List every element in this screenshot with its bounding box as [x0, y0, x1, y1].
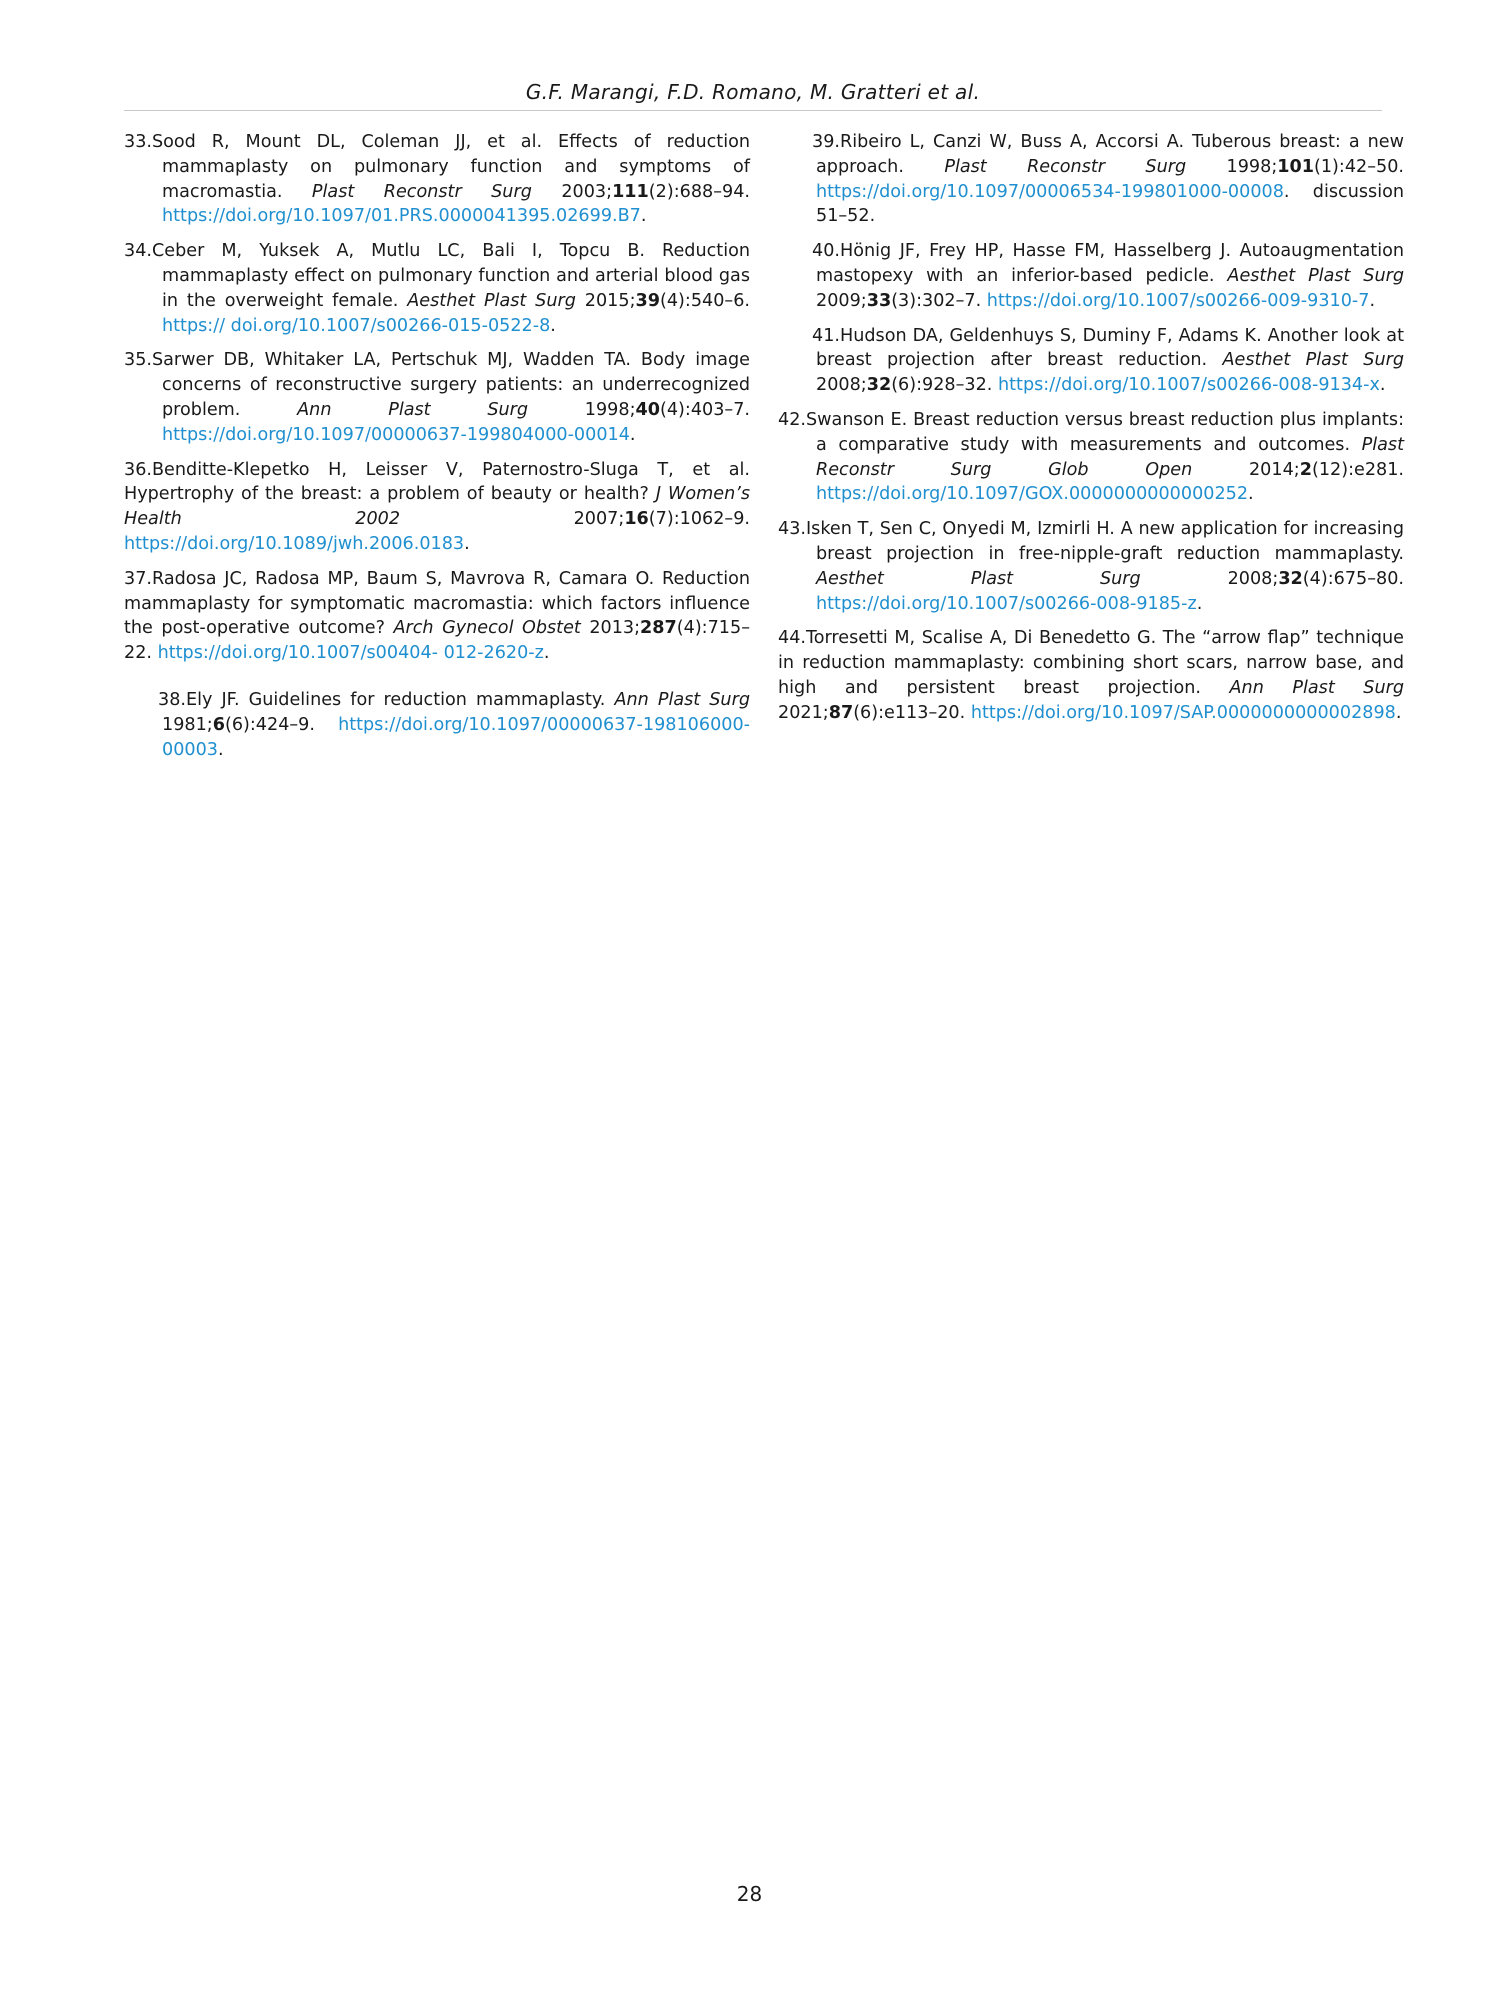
reference-year: 2014;: [1192, 459, 1300, 480]
reference-number: 40.: [812, 241, 840, 262]
reference-end: .: [1379, 375, 1386, 396]
reference-citation: Hönig JF, Frey HP, Hasse FM, Hasselberg J. Autoaugmentation mastopexy with an inferior-based pedicle.: [816, 241, 1404, 286]
reference-number: 35.: [124, 350, 152, 371]
reference-citation: Sood R, Mount DL, Coleman JJ, et al. Effects of reduction mammaplasty on pulmonary function and symptoms of macromastia.: [151, 132, 750, 202]
reference-item: [778, 324, 1404, 398]
reference-doi-link[interactable]: https://doi.org/10.1097/00000637-199804000-00014: [162, 424, 630, 445]
reference-doi-link[interactable]: https://doi.org/10.1007/s00266-008-9134-x: [998, 375, 1380, 396]
reference-year: 2008;: [816, 375, 867, 396]
header-divider: [124, 110, 1382, 111]
reference-end: .: [629, 424, 636, 445]
reference-journal: Aesthet Plast Surg: [407, 290, 576, 311]
reference-doi-link[interactable]: https://doi.org/10.1097/GOX.0000000000000252: [816, 484, 1249, 505]
reference-pages: (4):403–7.: [659, 399, 750, 420]
reference-volume: 101: [1277, 156, 1314, 177]
reference-citation: Ceber M, Yuksek A, Mutlu LC, Bali I, Topcu B. Reduction mammaplasty effect on pulmonary function and arterial blood gas in the overweight female.: [151, 241, 750, 311]
reference-end: .: [1196, 593, 1203, 614]
reference-citation: Sarwer DB, Whitaker LA, Pertschuk MJ, Wadden TA. Body image concerns of reconstructive surgery patients: an underrecognized problem.: [151, 350, 750, 420]
reference-number: 42.: [778, 409, 806, 430]
reference-pages: (4):540–6.: [659, 290, 750, 311]
reference-volume: 40: [635, 399, 660, 420]
reference-journal: Plast Reconstr Surg: [944, 156, 1187, 177]
reference-item: [778, 130, 1404, 229]
reference-citation: Torresetti M, Scalise A, Di Benedetto G. The “arrow flap” technique in reduction mammaplasty: combining short scars, narrow base, and high and persistent breast projection.: [778, 628, 1404, 698]
reference-volume: 2: [1299, 459, 1312, 480]
reference-number: 36.: [124, 459, 152, 480]
reference-volume: 287: [640, 618, 677, 639]
reference-pages: (6):424–9.: [224, 714, 339, 735]
reference-journal: Ann Plast Surg: [614, 689, 750, 710]
references-column-left: [124, 130, 750, 772]
reference-journal: Plast Reconstr Surg: [311, 181, 532, 202]
reference-number: 38.: [158, 689, 186, 710]
reference-year: 2013;: [580, 618, 641, 639]
reference-item: [124, 567, 750, 666]
reference-citation: Ribeiro L, Canzi W, Buss A, Accorsi A. Tuberous breast: a new approach.: [816, 132, 1404, 177]
reference-doi-link[interactable]: https://doi.org/10.1007/s00404- 012-2620-z: [157, 643, 544, 664]
reference-volume: 39: [635, 290, 660, 311]
reference-pages: (6):928–32.: [891, 375, 998, 396]
reference-number: 39.: [812, 132, 840, 152]
reference-end: . discussion 51–52.: [816, 181, 1404, 227]
reference-item: [124, 458, 750, 557]
reference-year: 2015;: [575, 290, 636, 311]
reference-number: 44.: [778, 628, 806, 649]
reference-pages: (4):675–80.: [1302, 568, 1405, 589]
reference-number: 41.: [812, 325, 840, 346]
reference-volume: 32: [866, 375, 892, 396]
reference-end: .: [1395, 702, 1402, 723]
reference-year: 2007;: [400, 509, 625, 530]
running-header: G.F. Marangi, F.D. Romano, M. Gratteri et al.: [525, 80, 981, 104]
reference-citation: Swanson E. Breast reduction versus breast reduction plus implants: a comparative study with measurements and outcomes.: [805, 409, 1404, 455]
reference-citation: Ely JF. Guidelines for reduction mammaplasty.: [185, 689, 615, 710]
reference-pages: (1):42–50.: [1313, 156, 1404, 177]
reference-number: 33.: [124, 132, 152, 152]
reference-doi-link[interactable]: https://doi.org/10.1097/SAP.0000000000002898: [970, 702, 1396, 723]
reference-year: 1981;: [162, 714, 213, 735]
reference-end: .: [217, 739, 224, 760]
reference-pages: (12):e281.: [1311, 459, 1404, 480]
references-column-right: [778, 130, 1404, 736]
reference-number: 43.: [778, 519, 806, 540]
reference-doi-link[interactable]: https:// doi.org/10.1007/s00266-015-0522-8: [162, 315, 551, 336]
reference-doi-link[interactable]: https://doi.org/10.1097/00000637-198106000-00003: [162, 714, 750, 760]
reference-pages: (4):715–22.: [124, 618, 750, 664]
reference-year: 2009;: [816, 290, 867, 311]
reference-citation: Benditte-Klepetko H, Leisser V, Paternostro-Sluga T, et al. Hypertrophy of the breast: a problem of beauty or health?: [124, 459, 750, 505]
reference-year: 2021;: [778, 702, 829, 723]
reference-year: 2008;: [1140, 568, 1279, 589]
reference-item: [778, 517, 1404, 616]
reference-pages: (7):1062–9.: [648, 509, 751, 530]
reference-doi-link[interactable]: https://doi.org/10.1097/01.PRS.0000041395.02699.B7: [162, 206, 641, 227]
reference-journal: Aesthet Plast Surg: [1227, 265, 1405, 286]
reference-year: 2003;: [531, 181, 613, 202]
reference-end: .: [550, 315, 556, 336]
reference-citation: Hudson DA, Geldenhuys S, Duminy F, Adams K. Another look at breast projection after breast reduction.: [816, 325, 1404, 371]
reference-citation: Radosa JC, Radosa MP, Baum S, Mavrova R, Camara O. Reduction mammaplasty for symptomatic macromastia: which factors influence the post-operative outcome?: [124, 568, 750, 639]
reference-item: [778, 239, 1404, 313]
reference-number: 37.: [124, 568, 152, 589]
reference-end: .: [543, 643, 550, 664]
reference-year: 1998;: [528, 399, 636, 420]
reference-doi-link[interactable]: https://doi.org/10.1007/s00266-009-9310-7: [986, 290, 1370, 311]
reference-pages: (3):302–7.: [891, 290, 987, 311]
reference-journal: Aesthet Plast Surg: [816, 568, 1141, 589]
reference-doi-link[interactable]: https://doi.org/10.1097/00006534-199801000-00008: [816, 181, 1284, 202]
reference-year: 1998;: [1186, 156, 1278, 177]
reference-volume: 111: [612, 181, 649, 202]
reference-item: [124, 239, 750, 338]
reference-journal: J Women’s Health 2002: [124, 484, 750, 530]
reference-volume: 6: [212, 714, 225, 735]
reference-journal: Ann Plast Surg: [297, 399, 529, 420]
reference-citation: Isken T, Sen C, Onyedi M, Izmirli H. A new application for increasing breast projection in free-nipple-graft reduction mammaplasty.: [805, 519, 1404, 564]
reference-doi-link[interactable]: https://doi.org/10.1007/s00266-008-9185-z: [816, 593, 1197, 614]
reference-journal: Plast Reconstr Surg Glob Open: [816, 434, 1404, 480]
reference-pages: (6):e113–20.: [853, 702, 971, 723]
reference-volume: 33: [866, 290, 892, 311]
reference-item: [778, 626, 1404, 725]
reference-volume: 87: [828, 702, 854, 723]
reference-journal: Arch Gynecol Obstet: [393, 618, 581, 639]
reference-end: .: [1369, 290, 1376, 311]
reference-journal: Ann Plast Surg: [1229, 677, 1404, 698]
reference-doi-link[interactable]: https://doi.org/10.1089/jwh.2006.0183: [124, 533, 465, 554]
reference-end: .: [640, 206, 647, 227]
reference-pages: (2):688–94.: [648, 181, 751, 202]
reference-end: .: [464, 533, 470, 554]
reference-item: [124, 348, 750, 447]
reference-end: .: [1248, 484, 1254, 505]
reference-volume: 16: [624, 509, 649, 530]
reference-item: [124, 130, 750, 229]
reference-volume: 32: [1278, 568, 1303, 589]
reference-item: [778, 408, 1404, 507]
reference-number: 34.: [124, 241, 152, 262]
page-number: 28: [736, 1882, 763, 1906]
reference-item: [124, 688, 750, 762]
reference-journal: Aesthet Plast Surg: [1222, 350, 1405, 371]
